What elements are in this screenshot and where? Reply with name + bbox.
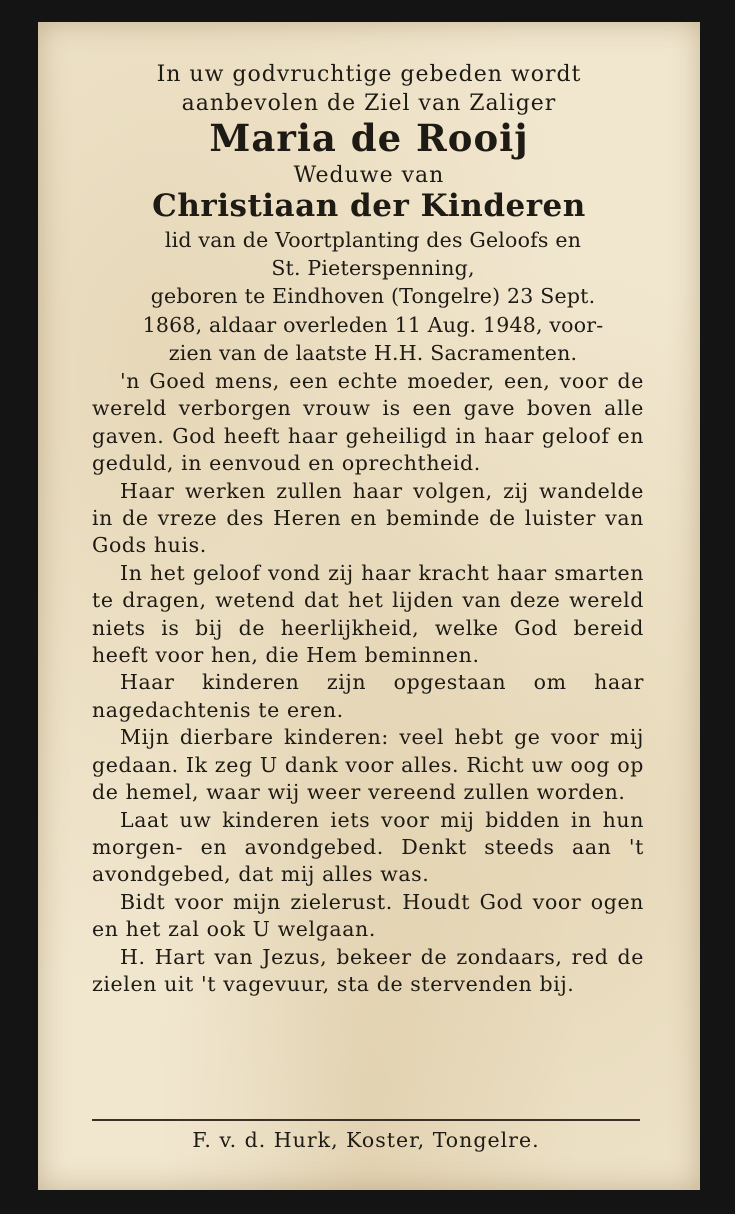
deceased-name: Maria de Rooij [209,116,529,160]
biography [90,226,656,367]
intro-line-1: In uw godvruchtige gebeden wordt [156,62,582,87]
paragraph: 'n Goed mens, een echte moeder, een, voor de wereld verborgen vrouw is een gave boven alle gaven. God heeft haar geheiligd in haar geloof en geduld, in eenvoud en oprechtheid. [92,369,644,476]
paragraph: Haar kinderen zijn opgestaan om haar nagedachtenis te eren. [92,670,644,722]
bio-line: 1868, aldaar overleden 11 Aug. 1948, voor- [142,312,604,337]
bio-line: lid van de Voortplanting des Geloofs en [164,228,582,252]
paragraph: Mijn dierbare kinderen: veel hebt ge voor mij gedaan. Ik zeg U dank voor alles. Richt uw oog op de hemel, waar wij weer vereend zullen worden. [92,725,644,805]
memorial-card [38,22,700,1190]
paragraph: In het geloof vond zij haar kracht haar smarten te dragen, wetend dat het lijden van deze wereld niets is bij de heerlijkheid, welke God bereid heeft voor hen, die Hem beminnen. [92,560,644,668]
paragraph: Bidt voor mijn zielerust. Houdt God voor ogen en het zal ook U welgaan. [92,889,644,942]
printer-credit: F. v. d. Hurk, Koster, Tongelre. [192,1128,540,1152]
widow-of-label: Weduwe van [293,163,445,188]
paragraph: Haar werken zullen haar volgen, zij wandelde in de vreze des Heren en beminde de luister van Gods huis. [92,478,644,558]
husband-name: Christiaan der Kinderen [152,188,586,224]
bio-line: St. Pieterspenning, [271,256,475,281]
intro-line-2: aanbevolen de Ziel van Zaliger [181,91,557,116]
paragraph: H. Hart van Jezus, bekeer de zondaars, red de zielen uit 't vagevuur, sta de stervenden bij. [92,944,644,996]
divider [92,1119,640,1121]
bio-line: geboren te Eindhoven (Tongelre) 23 Sept. [150,284,596,309]
memorial-text [92,368,644,998]
bio-line: zien van de laatste H.H. Sacramenten. [168,340,578,365]
paragraph: Laat uw kinderen iets voor mij bidden in hun morgen- en avondgebed. Denkt steeds aan 't avondgebed, dat mij alles was. [92,807,644,887]
